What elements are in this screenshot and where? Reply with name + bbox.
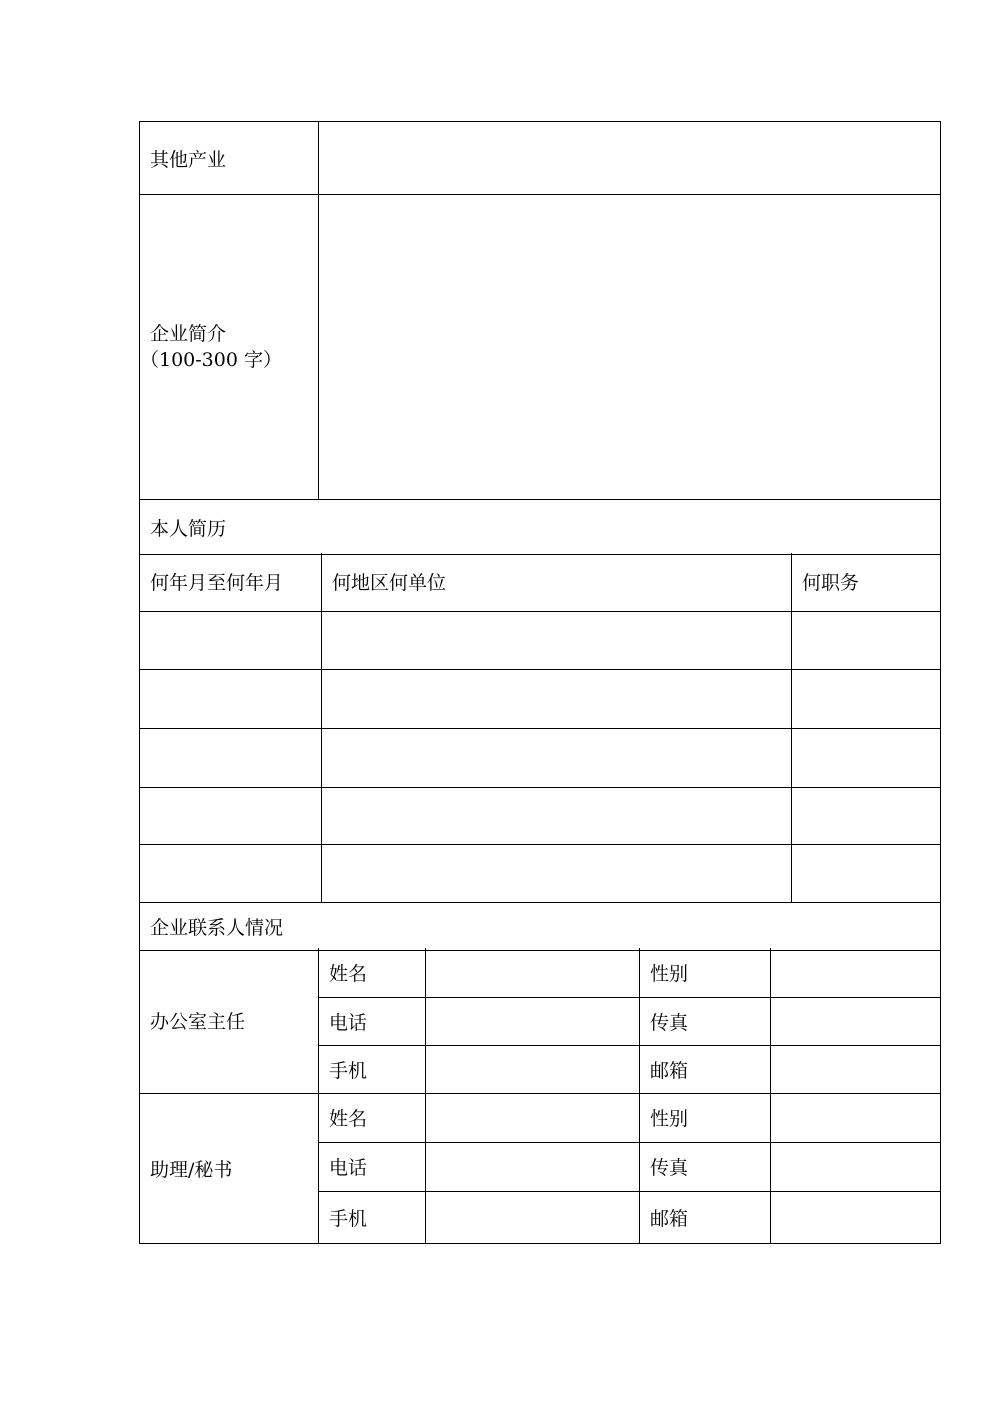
resume-organization-cell[interactable] [322,844,792,902]
contact-phone-field[interactable] [426,997,640,1045]
resume-period-cell[interactable] [140,611,322,669]
company-intro-label-cell [140,195,319,500]
contact-name-field[interactable] [426,1093,640,1142]
other-industry-row [140,122,941,195]
resume-position-cell[interactable] [792,787,941,844]
contact-field-label: 电话 [319,1142,426,1191]
contact-field-label: 手机 [319,1045,426,1093]
contacts-table [139,948,941,1244]
resume-period-cell[interactable] [140,844,322,902]
other-industry-field[interactable] [319,122,941,195]
resume-period-cell[interactable] [140,787,322,844]
contacts-section-title: 企业联系人情况 [140,902,941,950]
contact-gender-field[interactable] [771,1093,941,1142]
contact-mobile-field[interactable] [426,1191,640,1243]
contact-name-field[interactable] [426,948,640,997]
contact-phone-field[interactable] [426,1142,640,1191]
contacts-title-row [140,902,941,950]
resume-period-cell[interactable] [140,669,322,728]
company-info-table [139,121,941,555]
company-intro-label: 企业简介 [150,323,227,345]
company-intro-note: （100-300 字） [140,349,282,371]
contact-field-label: 传真 [640,1142,771,1191]
contact-field-label: 邮箱 [640,1191,771,1243]
resume-header-organization: 何地区何单位 [322,553,792,611]
contact-role-assistant: 助理/秘书 [140,1093,319,1243]
contact-row [140,1093,941,1142]
resume-row [140,787,941,844]
resume-title-row [140,500,941,555]
resume-position-cell[interactable] [792,611,941,669]
contact-field-label: 姓名 [319,948,426,997]
contact-mobile-field[interactable] [426,1045,640,1093]
resume-row [140,728,941,787]
resume-table [139,553,941,951]
resume-row [140,611,941,669]
contact-email-field[interactable] [771,1045,941,1093]
resume-position-cell[interactable] [792,669,941,728]
contact-field-label: 传真 [640,997,771,1045]
contact-row [140,948,941,997]
company-intro-row [140,195,941,500]
contact-field-label: 邮箱 [640,1045,771,1093]
resume-row [140,669,941,728]
contact-field-label: 手机 [319,1191,426,1243]
resume-section-title: 本人简历 [140,500,941,555]
resume-period-cell[interactable] [140,728,322,787]
contact-field-label: 电话 [319,997,426,1045]
resume-position-cell[interactable] [792,728,941,787]
contact-field-label: 姓名 [319,1093,426,1142]
contact-fax-field[interactable] [771,997,941,1045]
contact-email-field[interactable] [771,1191,941,1243]
resume-organization-cell[interactable] [322,728,792,787]
contact-gender-field[interactable] [771,948,941,997]
resume-row [140,844,941,902]
contact-field-label: 性别 [640,948,771,997]
other-industry-label: 其他产业 [140,122,319,195]
contact-fax-field[interactable] [771,1142,941,1191]
resume-organization-cell[interactable] [322,611,792,669]
resume-position-cell[interactable] [792,844,941,902]
contact-field-label: 性别 [640,1093,771,1142]
resume-header-position: 何职务 [792,553,941,611]
resume-organization-cell[interactable] [322,787,792,844]
resume-header-period: 何年月至何年月 [140,553,322,611]
contact-role-office-director: 办公室主任 [140,948,319,1093]
resume-header-row [140,553,941,611]
resume-organization-cell[interactable] [322,669,792,728]
company-intro-field[interactable] [319,195,941,500]
